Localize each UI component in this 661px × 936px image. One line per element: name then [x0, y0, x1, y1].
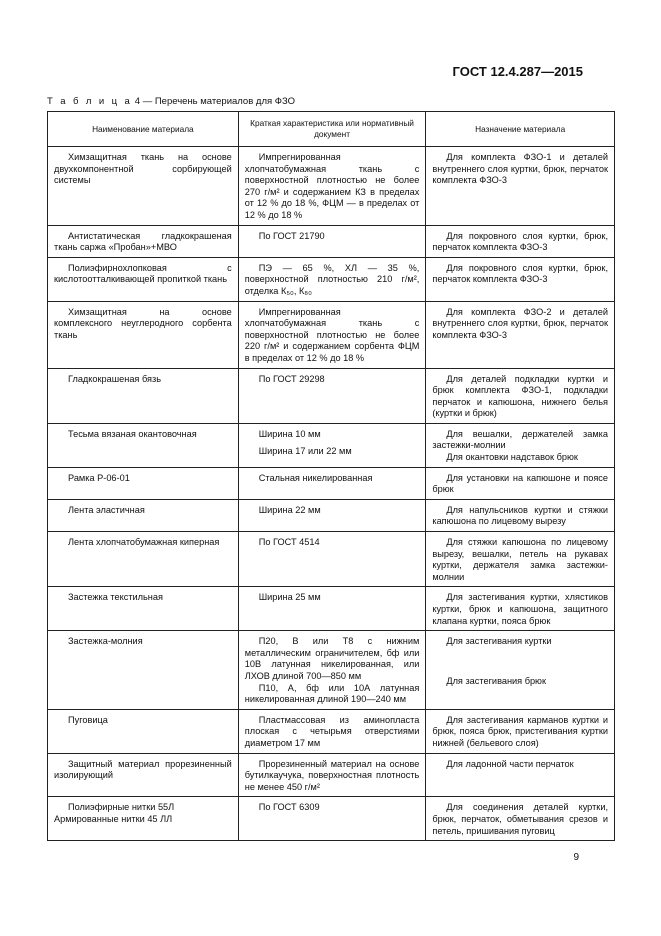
material-spec: Прорезиненный материал на основе бутилкаучука, поверхностная плотность не менее 450 г/м²: [238, 753, 426, 797]
material-name-secondary: Армированные нитки 45 ЛЛ: [54, 813, 173, 824]
material-spec: Импрегнированная хлопчатобумажная ткань с поверхностной плотностью не более 270 г/м² и содержанием КЗ в пределах от 12 % до 18 %, ФЦМ — в пределах от 12 % до 18 %: [238, 147, 426, 226]
material-purpose: Для стяжки капюшона по лицевому вырезу, вешалки, петель на рукавах куртки, держателя замка застежки-молнии: [426, 532, 615, 587]
material-spec: По ГОСТ 29298: [238, 368, 426, 423]
caption-text: 4 — Перечень материалов для ФЗО: [134, 96, 296, 107]
table-row: [48, 467, 615, 499]
table-row: [48, 709, 615, 753]
material-spec: По ГОСТ 21790: [238, 225, 426, 257]
material-purpose-cell: [426, 631, 615, 710]
material-purpose: Для деталей подкладки куртки и брюк комплекта ФЗО-1, подкладки перчаток и капюшона, нижнего белья (куртки и брюк): [426, 368, 615, 423]
table-header-row: [48, 112, 615, 147]
material-spec-secondary: П10, А, бф или 10А латунная никелированная длиной 190—240 мм: [244, 682, 420, 705]
material-name: Пуговица: [48, 709, 239, 753]
material-name: Полиэфирные нитки 55Л: [68, 802, 175, 813]
material-name: Защитный материал прорезиненный изолирующий: [48, 753, 239, 797]
material-purpose: Для комплекта ФЗО-1 и деталей внутреннего слоя куртки, брюк, перчаток комплекта ФЗО-3: [426, 147, 615, 226]
material-name: Гладкокрашеная бязь: [48, 368, 239, 423]
table-row: [48, 423, 615, 467]
material-name: Химзащитная ткань на основе двухкомпонентной сорбирующей системы: [48, 147, 239, 226]
table-row: [48, 753, 615, 797]
column-header-name: Наименование материала: [48, 112, 239, 147]
material-spec: Стальная никелированная: [238, 467, 426, 499]
caption-prefix: Т а б л и ц а: [47, 96, 133, 107]
page-number: 9: [573, 852, 579, 863]
table-row: [48, 147, 615, 226]
material-name: Химзащитная на основе комплексного неуглеродного сорбента ткань: [48, 301, 239, 368]
material-spec: Импрегнированная хлопчатобумажная ткань с поверхностной плотностью не более 220 г/м² и содержанием сорбента ФЦМ в пределах от 12 % до 18 %: [238, 301, 426, 368]
material-spec: П20, В или Т8 с нижним металлическим ограничителем, бф или 10В латунная никелированная, или ЛХОВ длиной 700—850 мм: [244, 636, 420, 681]
material-spec-cell: [238, 631, 426, 710]
materials-table: [47, 111, 615, 841]
material-purpose-secondary: Для застегивания брюк: [446, 675, 546, 686]
material-purpose: Для застегивания куртки, хлястиков куртки, брюк и капюшона, защитного клапана куртки, пояса брюк: [426, 587, 615, 631]
material-name: Полиэфирнохлопковая с кислотоотталкивающей пропиткой ткань: [48, 257, 239, 301]
table-caption: [47, 96, 295, 107]
material-spec-secondary: Ширина 17 или 22 мм: [258, 446, 352, 457]
material-purpose: Для установки на капюшоне и поясе брюк: [426, 467, 615, 499]
material-purpose: Для вешалки, держателей замка застежки-молнии: [432, 428, 608, 451]
table-row: [48, 225, 615, 257]
column-header-spec: Краткая характеристика или нормативный документ: [238, 112, 426, 147]
table-row: [48, 499, 615, 531]
material-name: Застежка-молния: [48, 631, 239, 710]
material-spec: Ширина 10 мм: [258, 428, 321, 439]
material-spec: По ГОСТ 4514: [238, 532, 426, 587]
table-row: [48, 631, 615, 710]
material-name: Антистатическая гладкокрашеная ткань саржа «Пробан»+МВО: [48, 225, 239, 257]
material-purpose: Для комплекта ФЗО-2 и деталей внутреннего слоя куртки, брюк, перчаток комплекта ФЗО-3: [426, 301, 615, 368]
column-header-purpose: Назначение материала: [426, 112, 615, 147]
material-purpose: Для напульсников куртки и стяжки капюшона по лицевому вырезу: [426, 499, 615, 531]
material-purpose: Для покровного слоя куртки, брюк, перчаток комплекта ФЗО-3: [426, 225, 615, 257]
standard-designation: ГОСТ 12.4.287—2015: [452, 64, 583, 79]
material-spec: Пластмассовая из аминопласта плоская с четырьмя отверстиями диаметром 17 мм: [238, 709, 426, 753]
material-purpose: Для соединения деталей куртки, брюк, перчаток, обметывания срезов и петель, пришивания пуговиц: [426, 797, 615, 841]
material-spec: ПЭ — 65 %, ХЛ — 35 %, поверхностной плотностью 210 г/м², отделка К₅₀, К₈₀: [238, 257, 426, 301]
table-row: [48, 257, 615, 301]
material-name: Рамка Р-06-01: [48, 467, 239, 499]
table-row: [48, 368, 615, 423]
table-row: [48, 301, 615, 368]
table-row: [48, 532, 615, 587]
table-row: [48, 587, 615, 631]
material-purpose: Для покровного слоя куртки, брюк, перчаток комплекта ФЗО-3: [426, 257, 615, 301]
material-name: Тесьма вязаная окантовочная: [48, 423, 239, 467]
material-spec: Ширина 22 мм: [238, 499, 426, 531]
material-purpose-cell: [426, 423, 615, 467]
material-spec: Ширина 25 мм: [238, 587, 426, 631]
material-purpose: Для застегивания карманов куртки и брюк, пояса брюк, пристегивания куртки нижней (бельевого слоя): [426, 709, 615, 753]
material-name: Лента эластичная: [48, 499, 239, 531]
material-name: Лента хлопчатобумажная киперная: [48, 532, 239, 587]
material-purpose-secondary: Для окантовки надставок брюк: [446, 452, 578, 463]
material-name: Застежка текстильная: [48, 587, 239, 631]
material-purpose: Для застегивания куртки: [446, 636, 552, 647]
material-spec: По ГОСТ 6309: [238, 797, 426, 841]
table-row: [48, 797, 615, 841]
material-name-cell: [48, 797, 239, 841]
material-purpose: Для ладонной части перчаток: [426, 753, 615, 797]
material-spec-cell: [238, 423, 426, 467]
